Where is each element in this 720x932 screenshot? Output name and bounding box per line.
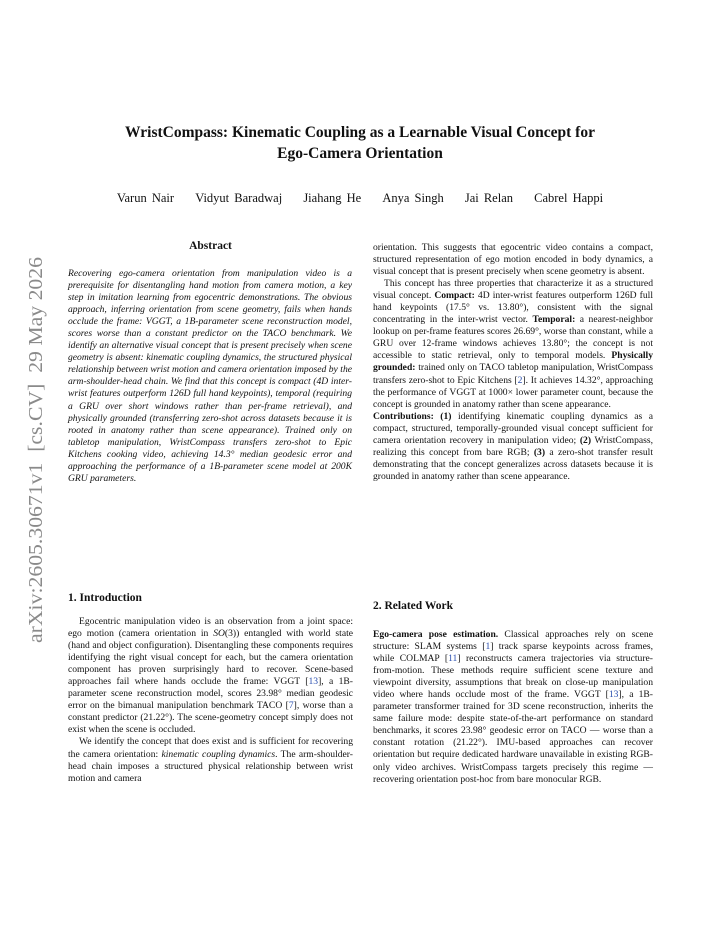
right-column-top	[373, 242, 653, 483]
paper-title	[90, 122, 630, 164]
abstract-text	[68, 268, 352, 485]
properties-paragraph: This concept has three properties that characterize it as a structured visual concept. Compact: 4D inter-wrist features outperform 126D full hand keypoints (17.5° vs. 13.80°), consistent with the signal concentrating in the inter-wrist vector. Temporal: a nearest-neighbor lookup on per-frame features scores 26.69°, worse than constant, while a GRU over 12-frame windows achieves 13.80°; the concept is not accessible to static retrieval, only to temporal models. Physically grounded: trained only on TACO tabletop manipulation, WristCompass transfers zero-shot to Epic Kitchens [2]. It achieves 14.32°, approaching the performance of VGGT at 1000× lower parameter count, because the concept is grounded in anatomy rather than scene appearance.	[373, 278, 654, 410]
related-paragraph: Ego-camera pose estimation. Classical approaches rely on scene structure: SLAM systems [1] track sparse keypoints across frames, while COLMAP [11] reconstructs camera trajectories via structure-from-motion. These methods require sufficient scene texture and viewpoint diversity, assumptions that break on close-up manipulation video where hands occlude most of the frame. VGGT [13], a 1B-parameter transformer trained for 3D scene reconstruction, inherits the same failure mode: despite state-of-the-art performance on standard benchmarks, it scores 23.98° geodesic error on TACO — worse than a constant rotation (21.22°). IMU-based approaches can recover orientation but require dedicated hardware unavailable in existing RGB-only video archives. WristCompass targets precisely this regime — recovering orientation post-hoc from bare monocular RGB.	[373, 629, 653, 785]
abstract-paragraph: Recovering ego-camera orientation from manipulation video is a prerequisite for disentangling hand motion from camera motion, a key step in imitation learning from egocentric demonstrations. The obvious approach, inferring orientation from scene geometry, fails when hands occlude the frame: VGGT, a 1B-parameter scene reconstruction model, scores worse than a constant predictor on the TACO benchmark. We identify an alternative visual concept that is present precisely when scene geometry is absent: kinematic coupling dynamics, the structured physical relationship between wrist motion and camera orientation imposed by the arm-shoulder-head chain. We find that this concept is compact (4D inter-wrist features outperform 126D full hand keypoints), temporal (requiring a GRU over short windows rather than per-frame retrieval), and physically grounded (transferring zero-shot across datasets because it is rooted in anatomy rather than scene appearance). Trained only on tabletop manipulation, WristCompass transfers zero-shot to Epic Kitchens cooking video, achieving 14.3° median geodesic error and approaching the performance of a 1B-parameter scene model at 200K GRU parameters.	[68, 268, 352, 484]
intro-paragraph-1: Egocentric manipulation video is an observation from a joint space: ego motion (camera orientation in SO(3)) entangled with world state (hand and object configuration). Disentangling these components requires identifying the right visual concept for each, but the camera orientation component has proven surprisingly hard to recover. Scene-based approaches fail where hands occlude the frame: VGGT [13], a 1B-parameter scene reconstruction model, scores 23.98° median geodesic error on the bimanual manipulation benchmark TACO [7], worse than a constant predictor (21.22°). The scene-geometry concept simply does not exist when the scene is occluded.	[68, 616, 354, 736]
author-name: Jai Relan	[464, 191, 513, 205]
author-name: Anya Singh	[382, 191, 444, 205]
citation-link[interactable]: 11	[448, 653, 458, 665]
related-work-body	[373, 629, 653, 786]
intro-paragraph-2: We identify the concept that does exist and is sufficient for recovering the camera orientation: kinematic coupling dynamics. The arm-shoulder-head chain imposes a structured physical relationship between wrist motion and camera	[68, 736, 354, 784]
author-name: Varun Nair	[116, 191, 175, 205]
title-line-1: WristCompass: Kinematic Coupling as a Learnable Visual Concept for	[125, 124, 595, 141]
arxiv-stamp-text: arXiv:2605.30671v1 [cs.CV] 29 May 2026	[25, 278, 47, 643]
citation-link[interactable]: 1	[485, 641, 491, 653]
author-name: Vidyut Baradwaj	[195, 191, 283, 205]
title-line-2: Ego-Camera Orientation	[277, 145, 443, 162]
introduction-heading: 1. Introduction	[68, 592, 142, 604]
arxiv-identifier	[20, 255, 50, 645]
introduction-body	[68, 616, 353, 785]
author-name: Cabrel Happi	[534, 191, 604, 205]
citation-link[interactable]: 7	[288, 700, 294, 712]
related-work-heading: 2. Related Work	[373, 600, 453, 612]
citation-link[interactable]: 2	[517, 374, 523, 386]
author-list	[70, 191, 650, 206]
contributions-paragraph: Contributions: (1) identifying kinematic coupling dynamics as a compact, structured, temporally-grounded visual concept sufficient for camera orientation recovery in manipulation video; (2) WristCompass, realizing this concept from bare RGB; (3) a zero-shot transfer result demonstrating that the concept generalizes across datasets because it is grounded in anatomy rather than scene appearance.	[373, 410, 654, 482]
author-name: Jiahang He	[303, 191, 362, 205]
citation-link[interactable]: 13	[308, 676, 319, 688]
abstract-heading: Abstract	[189, 240, 232, 252]
intro-continuation: orientation. This suggests that egocentric video contains a compact, structured representation of ego motion encoded in body dynamics, a visual concept that is present precisely when scene geometry is absent.	[373, 242, 653, 278]
citation-link[interactable]: 13	[608, 689, 619, 701]
